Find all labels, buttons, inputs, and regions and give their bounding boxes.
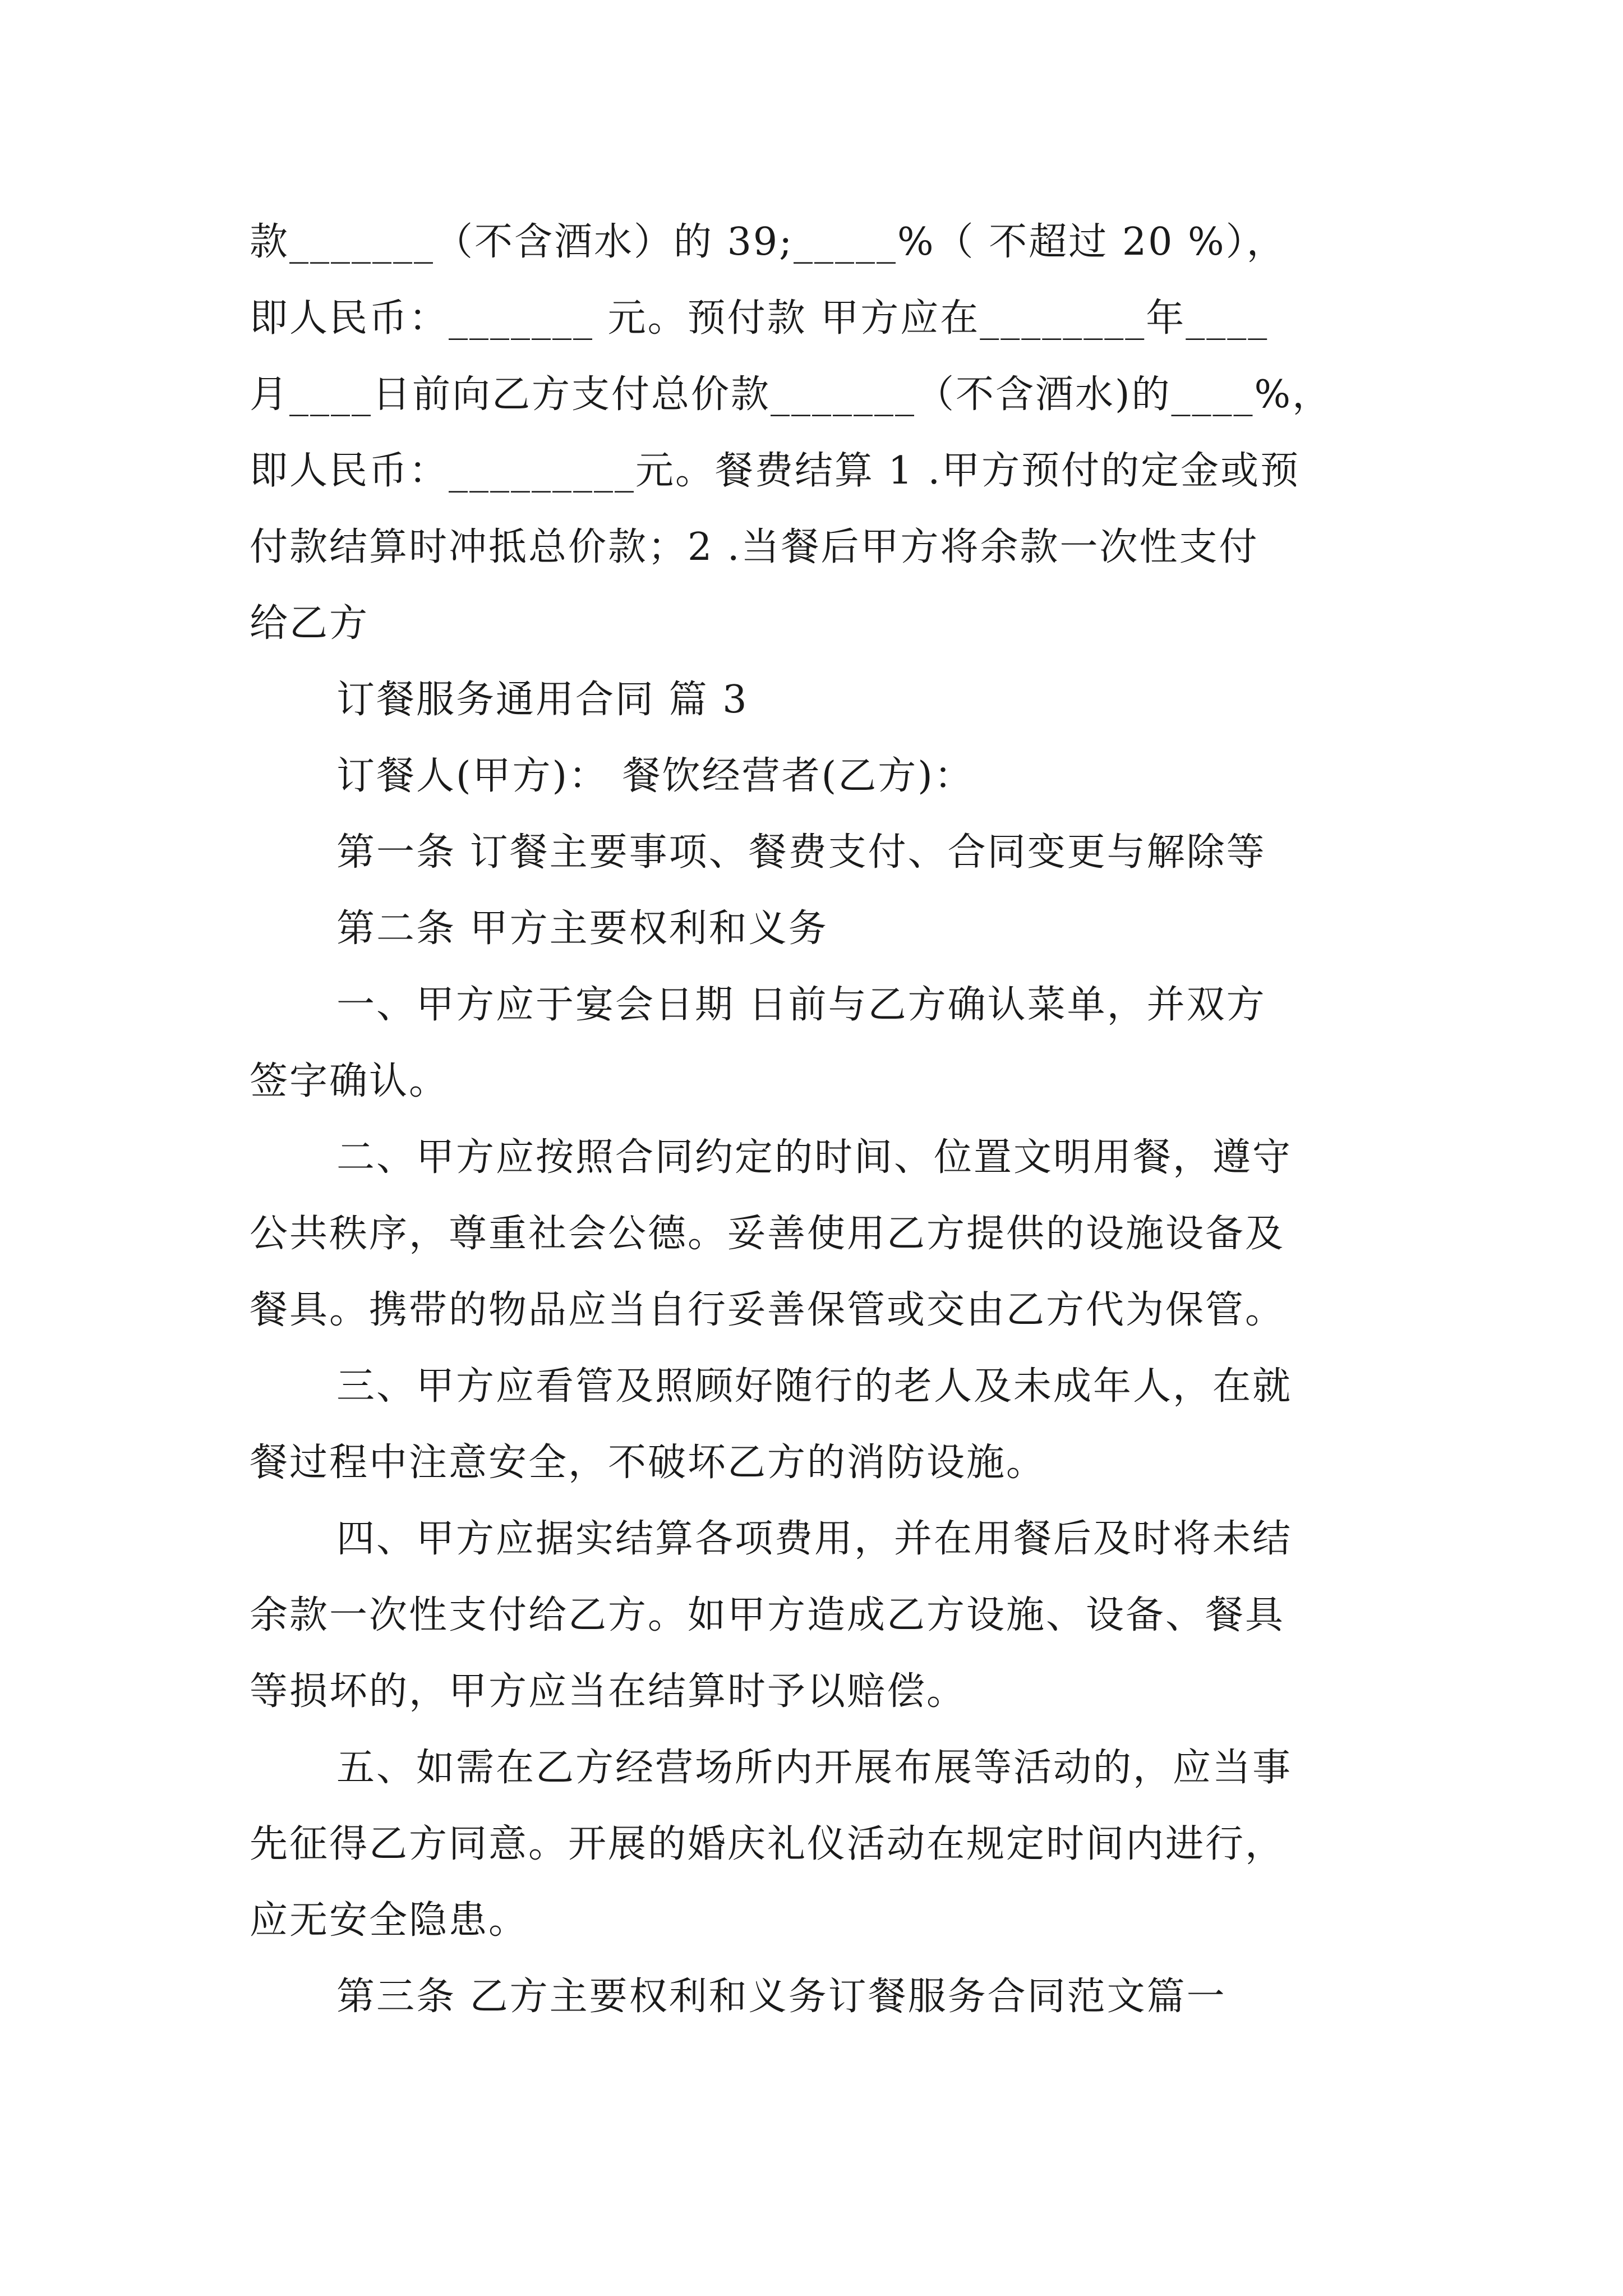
clause-5-line-1: 五、如需在乙方经营场所内开展布展等活动的，应当事 bbox=[336, 1746, 1293, 1790]
clause-3-line-1: 三、甲方应看管及照顾好随行的老人及未成年人，在就 bbox=[336, 1364, 1293, 1409]
text-line-3: 月____日前向乙方支付总价款_______（不含酒水)的____%， bbox=[250, 372, 1332, 417]
text-line-6: 给乙方 bbox=[250, 601, 370, 646]
clause-4-line-2: 余款一次性支付给乙方。如甲方造成乙方设施、设备、餐具 bbox=[250, 1593, 1285, 1637]
clause-2-line-1: 二、甲方应按照合同约定的时间、位置文明用餐，遵守 bbox=[336, 1135, 1293, 1180]
clause-4-line-3: 等损坏的，甲方应当在结算时予以赔偿。 bbox=[250, 1669, 967, 1714]
clause-5-line-2: 先征得乙方同意。开展的婚庆礼仪活动在规定时间内进行， bbox=[250, 1822, 1285, 1866]
text-line-5: 付款结算时冲抵总价款；2 .当餐后甲方将余款一次性支付 bbox=[250, 525, 1259, 569]
clause-5-line-3: 应无安全隐患。 bbox=[250, 1898, 529, 1943]
article-2-heading: 第二条 甲方主要权利和义务 bbox=[336, 907, 828, 951]
clause-1-line-2: 签字确认。 bbox=[250, 1059, 449, 1103]
parties-line: 订餐人(甲方)： 餐饮经营者(乙方)： bbox=[336, 754, 974, 798]
clause-3-line-2: 餐过程中注意安全，不破坏乙方的消防设施。 bbox=[250, 1441, 1046, 1485]
text-line-4: 即人民币：_________元。餐费结算 1 .甲方预付的定金或预 bbox=[250, 449, 1301, 493]
section-title: 订餐服务通用合同 篇 3 bbox=[336, 678, 749, 722]
clause-4-line-1: 四、甲方应据实结算各项费用，并在用餐后及时将未结 bbox=[336, 1517, 1293, 1561]
text-line-2: 即人民币：_______ 元。预付款 甲方应在________年____ bbox=[250, 296, 1269, 341]
article-3-heading: 第三条 乙方主要权利和义务订餐服务合同范文篇一 bbox=[336, 1975, 1227, 2019]
article-1-heading: 第一条 订餐主要事项、餐费支付、合同变更与解除等 bbox=[336, 830, 1266, 875]
clause-2-line-3: 餐具。携带的物品应当自行妥善保管或交由乙方代为保管。 bbox=[250, 1288, 1285, 1332]
text-line-1: 款_______（不含酒水）的 39;_____%（ 不超过 20 %）， bbox=[250, 220, 1287, 264]
clause-2-line-2: 公共秩序，尊重社会公德。妥善使用乙方提供的设施设备及 bbox=[250, 1212, 1285, 1256]
clause-1-line-1: 一、甲方应于宴会日期 日前与乙方确认菜单，并双方 bbox=[336, 983, 1266, 1027]
